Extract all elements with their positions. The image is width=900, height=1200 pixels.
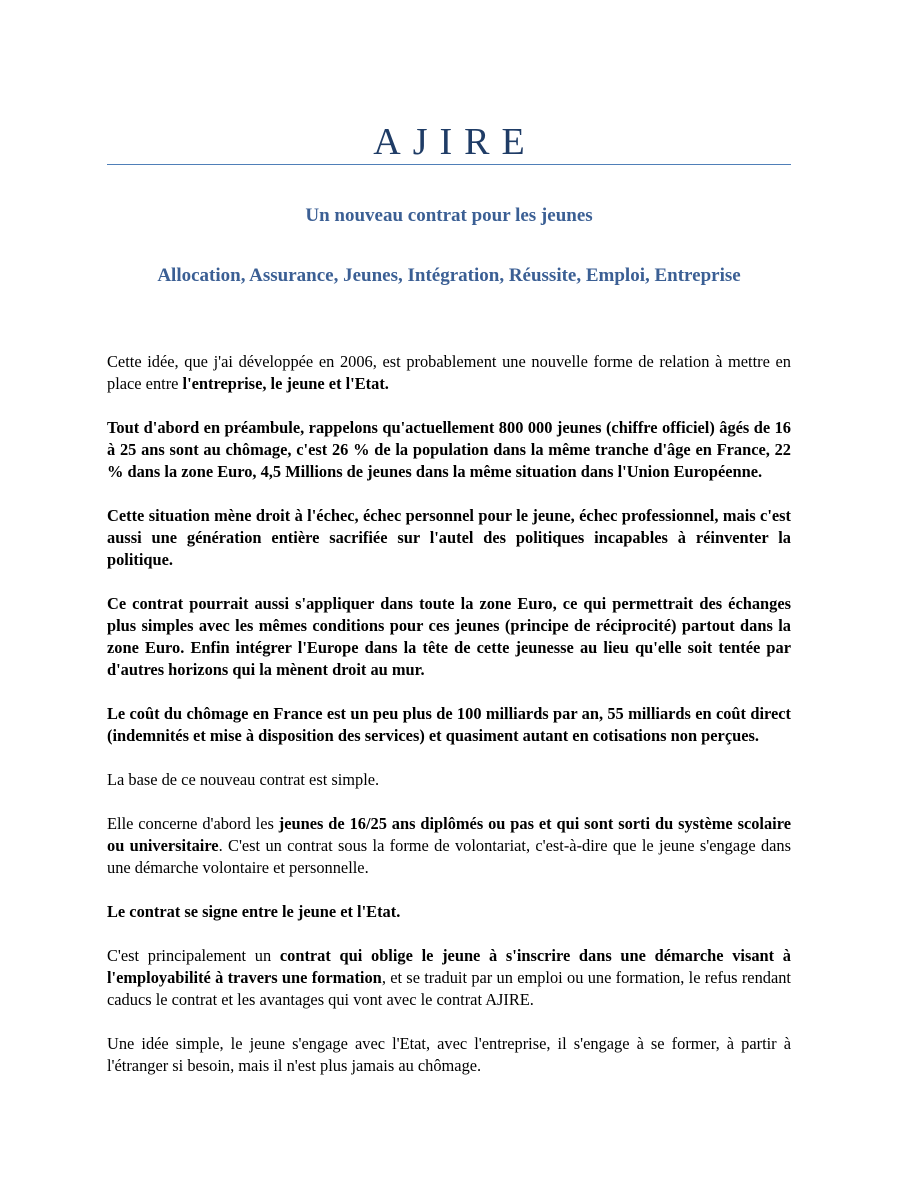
paragraph-3: Cette situation mène droit à l'échec, échec personnel pour le jeune, échec professionnel, mais c'est aussi une génération entière sacrifiée sur l'autel des politiques incapables à réinventer la politique. bbox=[107, 506, 791, 569]
paragraph-9 bbox=[107, 945, 791, 1011]
paragraph-7-emphasis: jeunes de 16/25 ans diplômés ou pas et qui sont sorti du système scolaire ou universitaire bbox=[107, 814, 791, 855]
paragraph-2: Tout d'abord en préambule, rappelons qu'actuellement 800 000 jeunes (chiffre officiel) âgés de 16 à 25 ans sont au chômage, c'est 26 % de la population dans la même tranche d'âge en France, 22 % dans la zone Euro, 4,5 Millions de jeunes dans la même situation dans l'Union Européenne. bbox=[107, 418, 791, 481]
paragraph-7-text-start: Elle concerne d'abord les bbox=[107, 814, 279, 833]
paragraph-9-emphasis: contrat qui oblige le jeune à s'inscrire dans une démarche visant à l'employabilité à travers une formation bbox=[107, 946, 791, 987]
paragraph-7 bbox=[107, 813, 791, 879]
paragraph-1 bbox=[107, 351, 791, 395]
paragraph-9-text-end: , et se traduit par un emploi ou une formation, le refus rendant caducs le contrat et les avantages qui vont avec le contrat AJIRE. bbox=[107, 968, 791, 1009]
acronym-expansion: Allocation, Assurance, Jeunes, Intégration, Réussite, Emploi, Entreprise bbox=[157, 265, 741, 286]
paragraph-6: La base de ce nouveau contrat est simple. bbox=[107, 770, 380, 789]
document-body bbox=[107, 351, 791, 1077]
paragraph-4: Ce contrat pourrait aussi s'appliquer dans toute la zone Euro, ce qui permettrait des échanges plus simples avec les mêmes conditions pour ces jeunes (principe de réciprocité) partout dans la zone Euro. Enfin intégrer l'Europe dans la tête de cette jeunesse au lieu qu'elle soit tentée par d'autres horizons qui la mènent droit au mur. bbox=[107, 594, 791, 679]
paragraph-5: Le coût du chômage en France est un peu plus de 100 milliards par an, 55 milliards en coût direct (indemnités et mise à disposition des services) et quasiment autant en cotisations non perçues. bbox=[107, 704, 791, 745]
paragraph-1-text: Cette idée, que j'ai développée en 2006, est probablement une nouvelle forme de relation à mettre en place entre bbox=[107, 352, 791, 393]
paragraph-10: Une idée simple, le jeune s'engage avec l'Etat, avec l'entreprise, il s'engage à se former, à partir à l'étranger si besoin, mais il n'est plus jamais au chômage. bbox=[107, 1034, 791, 1075]
document-title: AJIRE bbox=[373, 121, 537, 163]
paragraph-7-text-end: . C'est un contrat sous la forme de volontariat, c'est-à-dire que le jeune s'engage dans une démarche volontaire et personnelle. bbox=[107, 836, 791, 877]
paragraph-9-text-start: C'est principalement un bbox=[107, 946, 280, 965]
paragraph-1-emphasis: l'entreprise, le jeune et l'Etat. bbox=[182, 374, 389, 393]
title-divider bbox=[107, 164, 791, 165]
paragraph-8: Le contrat se signe entre le jeune et l'Etat. bbox=[107, 902, 401, 921]
document-subtitle: Un nouveau contrat pour les jeunes bbox=[305, 205, 593, 226]
